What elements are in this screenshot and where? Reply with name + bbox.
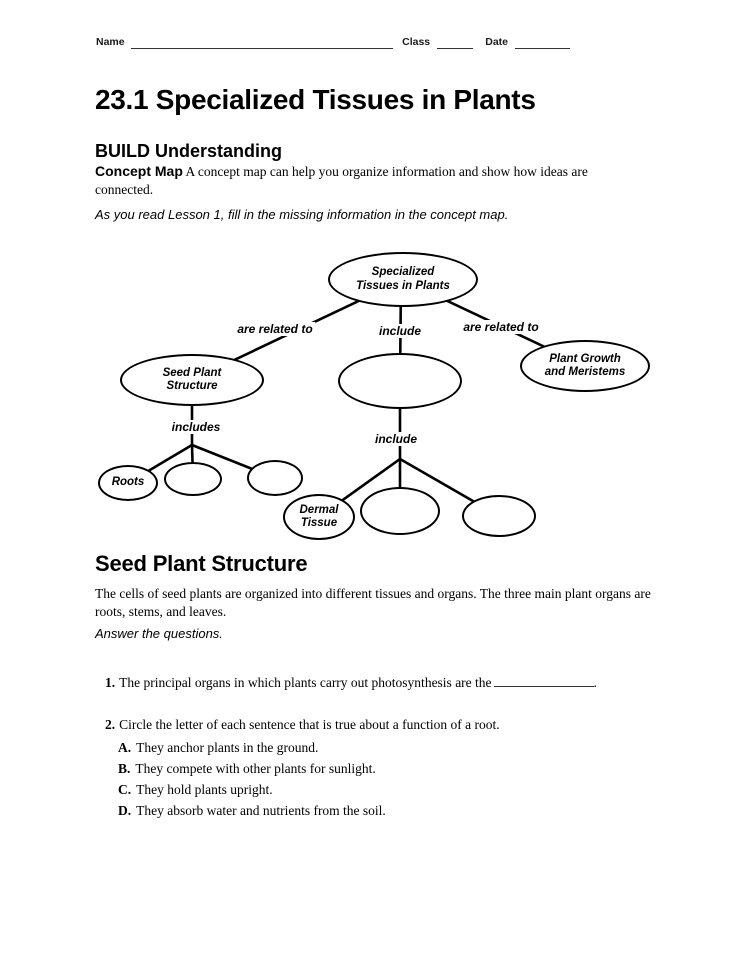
option-text: They absorb water and nutrients from the soil. [136, 803, 386, 818]
node-specialized-tissues [328, 252, 478, 307]
lesson-instruction: As you read Lesson 1, fill in the missing information in the concept map. [95, 207, 509, 222]
concept-map-paragraph [95, 163, 647, 198]
question-2-option-b [118, 761, 638, 777]
node-blank-middle [338, 353, 462, 409]
date-underline [515, 37, 570, 49]
node-seed-plant-structure [120, 354, 264, 406]
question-1-period: . [593, 675, 597, 690]
class-underline [437, 37, 473, 49]
question-1-text: The principal organs in which plants carry out photosynthesis are the [119, 675, 492, 690]
node-text: Specialized [371, 266, 435, 278]
node-blank-tissue-child-1 [360, 487, 440, 535]
concept-map-diagram [95, 248, 660, 548]
question-2-number: 2. [105, 717, 116, 732]
node-plant-growth-meristems [520, 340, 650, 392]
class-label: Class [402, 36, 431, 48]
node-blank-seed-child-1 [164, 462, 222, 496]
relation-label-includes: includes [169, 420, 224, 434]
question-1 [105, 674, 650, 691]
option-letter: A. [118, 740, 132, 755]
node-roots [98, 465, 158, 501]
node-text: and Meristems [544, 366, 626, 378]
question-2-option-a [118, 740, 638, 756]
option-letter: D. [118, 803, 132, 818]
relation-label-are-related-to-right: are related to [460, 320, 541, 334]
build-understanding-heading: BUILD Understanding [95, 141, 282, 161]
header-row [96, 36, 570, 49]
date-label: Date [485, 36, 508, 48]
section-heading: Seed Plant Structure [95, 551, 308, 576]
name-label: Name [96, 36, 125, 48]
option-letter: C. [118, 782, 132, 797]
option-text: They anchor plants in the ground. [136, 740, 319, 755]
section-body: The cells of seed plants are organized into different tissues and organs. The three main plant organs are roots, stems, and leaves. [95, 586, 651, 619]
name-underline [131, 37, 393, 49]
node-text: Dermal [299, 503, 339, 516]
concept-map-label: Concept Map [95, 163, 183, 179]
option-text: They hold plants upright. [136, 782, 273, 797]
question-1-number: 1. [105, 675, 116, 690]
relation-label-include-bottom: include [372, 432, 420, 446]
node-text: Seed Plant [162, 366, 222, 379]
relation-label-are-related-to-left: are related to [234, 322, 315, 336]
node-dermal-tissue [283, 494, 355, 540]
page-title: 23.1 Specialized Tissues in Plants [95, 84, 536, 115]
question-2-text: Circle the letter of each sentence that is true about a function of a root. [119, 717, 500, 732]
option-letter: B. [118, 761, 131, 776]
relation-label-include-top: include [376, 324, 424, 338]
node-text: Plant Growth [549, 352, 621, 365]
question-2-option-d [118, 803, 638, 819]
node-text: Tissues in Plants [356, 279, 450, 292]
node-text: Structure [166, 380, 218, 392]
question-2 [105, 717, 650, 733]
option-text: They compete with other plants for sunlight. [135, 761, 376, 776]
node-text: Tissue [300, 517, 338, 529]
node-blank-tissue-child-2 [462, 495, 536, 537]
answer-instruction: Answer the questions. [95, 626, 223, 641]
question-2-option-c [118, 782, 638, 798]
concept-map-text: A concept map can help you organize information and show how ideas are connected. [95, 164, 588, 197]
question-1-blank [494, 674, 594, 687]
node-text: Roots [111, 476, 145, 489]
node-blank-seed-child-2 [247, 460, 303, 496]
